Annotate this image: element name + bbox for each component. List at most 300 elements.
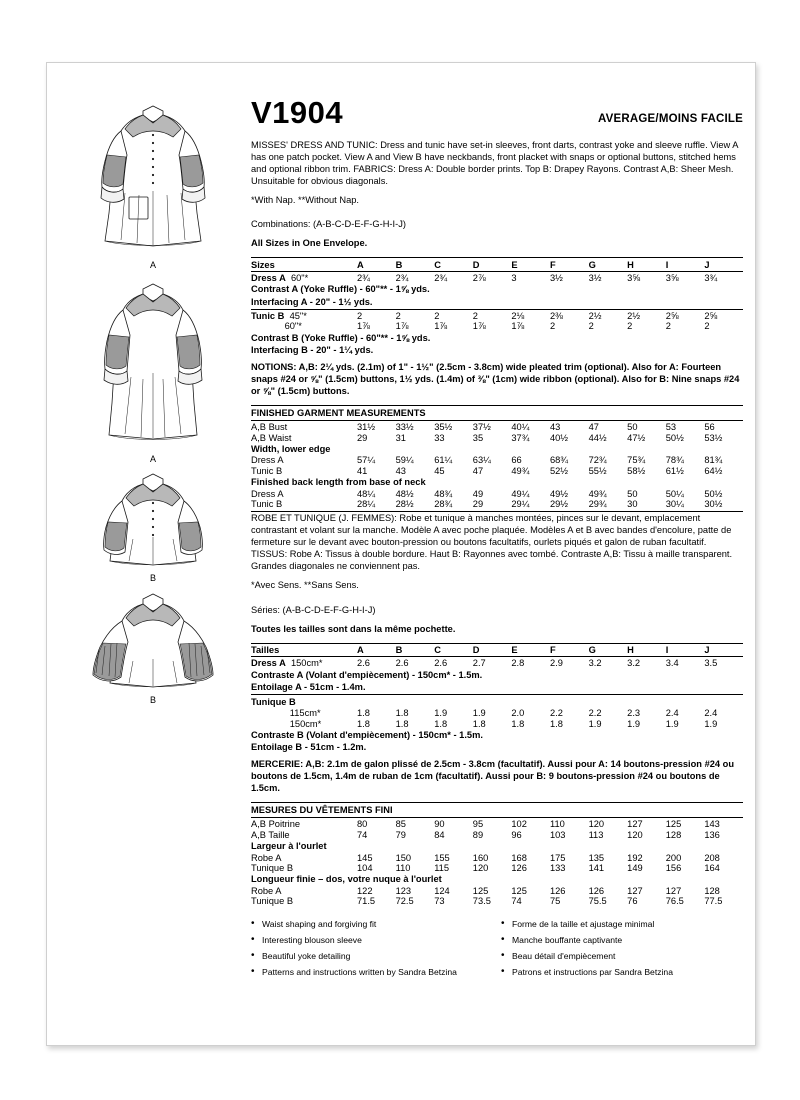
cell: 52½ bbox=[549, 465, 569, 476]
cell: 2.0 bbox=[511, 708, 525, 719]
size-b: B bbox=[395, 259, 403, 270]
cell: 43 bbox=[549, 421, 561, 432]
cell: 47 bbox=[472, 465, 484, 476]
row-width: 115cm* bbox=[289, 708, 321, 719]
cell: 2 bbox=[588, 321, 594, 332]
cell: 125 bbox=[472, 885, 489, 896]
feature-notes bbox=[251, 919, 743, 984]
list-item: • Beau détail d'empiècement bbox=[501, 951, 743, 962]
cell: 31½ bbox=[357, 421, 376, 432]
list-item: • Manche bouffante captivante bbox=[501, 935, 743, 946]
english-fgm-width-table bbox=[251, 455, 743, 476]
french-tunique-title: Tunique B bbox=[251, 696, 296, 707]
cell: 53½ bbox=[704, 432, 723, 443]
french-yardage-dress-a bbox=[251, 658, 743, 669]
table-row bbox=[251, 819, 743, 830]
cell: 2.2 bbox=[549, 708, 563, 719]
header bbox=[251, 97, 743, 128]
tailles-header-label: Tailles bbox=[251, 644, 280, 655]
french-notions: MERCERIE: A,B: 2.1m de galon plissé de 2.5cm - 3.8cm (facultatif). Aussi pour A: 14 boutons-pression #24 ou boutons de 1.5cm, 1.4m de ruban de 1cm (facultatif). Aussi pour B: 9 boutons-pression #24 ou boutons de 1.5cm. bbox=[251, 759, 735, 794]
cell: 63¼ bbox=[472, 455, 491, 466]
cell: 155 bbox=[434, 852, 450, 863]
cell: 47 bbox=[588, 421, 599, 432]
cell: 115 bbox=[434, 863, 450, 874]
size-j: J bbox=[704, 644, 710, 655]
cell: 3 bbox=[511, 273, 517, 284]
cell: 133 bbox=[549, 863, 566, 874]
cell: 74 bbox=[357, 829, 368, 840]
row-width: 60"* bbox=[290, 273, 309, 284]
french-fgm-backlength-table bbox=[251, 886, 743, 907]
row-label: A,B Waist bbox=[251, 432, 292, 443]
cell: 80 bbox=[357, 819, 368, 830]
cell: 79 bbox=[395, 829, 406, 840]
size-b: B bbox=[395, 644, 403, 655]
cell: 1.9 bbox=[588, 718, 602, 729]
cell: 2 bbox=[357, 310, 363, 321]
illustration-label: A bbox=[149, 454, 157, 464]
cell: 124 bbox=[434, 885, 450, 896]
cell: 31 bbox=[395, 432, 406, 443]
cell: 120 bbox=[472, 863, 489, 874]
cell: 68¾ bbox=[549, 455, 569, 466]
cell: 126 bbox=[511, 863, 527, 874]
french-description: ROBE ET TUNIQUE (J. FEMMES): Robe et tunique à manches montées, pinces sur le devant, emplacement contrastant et volant sur la manche. Modèle A avec poche plaquée. Modèles A et B avec bandes d'encolure, patte de fermeture sur le devant avec bouton-pression ou boutons facultatifs, ourlets piqués et galon de ruban facultatif. TISSUS: Robe A: Tissus à double bordure. Haut B: Rayonnes avec tombé. Contraste A,B: Tissu à maille transparent. Grandes diagonales ne conviennent pas. bbox=[251, 513, 733, 571]
cell: 3⅝ bbox=[627, 273, 641, 284]
row-label: Dress A bbox=[251, 273, 286, 284]
cell: 50½ bbox=[665, 432, 684, 443]
cell: 2 bbox=[627, 321, 633, 332]
cell: 33 bbox=[434, 432, 445, 443]
cell: 126 bbox=[549, 885, 566, 896]
row-width: 150cm* bbox=[289, 718, 322, 729]
row-label: Tunique B bbox=[251, 896, 294, 907]
cell: 2 bbox=[434, 310, 440, 321]
cell: 168 bbox=[511, 852, 527, 863]
cell: 50 bbox=[627, 488, 638, 499]
row-label: Robe A bbox=[251, 885, 282, 896]
illustration-label: B bbox=[149, 695, 157, 705]
cell: 49¾ bbox=[588, 488, 607, 499]
table-row bbox=[251, 886, 743, 897]
cell: 95 bbox=[472, 819, 484, 830]
english-yardage-dress-a bbox=[251, 273, 743, 284]
english-contrast-a: Contrast A (Yoke Ruffle) - 60"** - 1⅝ yds. bbox=[251, 284, 430, 295]
cell: 59¼ bbox=[395, 455, 414, 466]
cell: 2 bbox=[665, 321, 671, 332]
cell: 3.2 bbox=[627, 658, 641, 669]
sizes-header-label: Sizes bbox=[251, 259, 275, 270]
cell: 30¼ bbox=[665, 499, 684, 510]
illustration-column bbox=[55, 93, 251, 1045]
row-width: 45"* bbox=[289, 310, 307, 321]
cell: 29¾ bbox=[588, 499, 607, 510]
cell: 136 bbox=[704, 829, 720, 840]
page-title: V1904 bbox=[251, 95, 344, 130]
cell: 1⅞ bbox=[434, 321, 448, 332]
cell: 2 bbox=[395, 310, 401, 321]
cell: 64½ bbox=[704, 465, 723, 476]
cell: 85 bbox=[395, 819, 406, 830]
cell: 125 bbox=[665, 819, 682, 830]
size-a: A bbox=[357, 644, 364, 655]
cell: 156 bbox=[665, 863, 682, 874]
cell: 96 bbox=[511, 829, 522, 840]
size-i: I bbox=[665, 259, 669, 270]
cell: 1.8 bbox=[434, 718, 448, 729]
cell: 29½ bbox=[549, 499, 569, 510]
french-series: Séries: (A-B-C-D-E-F-G-H-I-J) bbox=[251, 604, 376, 615]
cell: 49 bbox=[472, 488, 484, 499]
text-column bbox=[251, 97, 743, 984]
pattern-envelope-back bbox=[46, 62, 756, 1046]
cell: 2.3 bbox=[627, 708, 641, 719]
cell: 35½ bbox=[434, 421, 453, 432]
row-label: Tunic B bbox=[251, 499, 283, 510]
cell: 58½ bbox=[627, 465, 646, 476]
illustration-label: A bbox=[149, 260, 157, 270]
table-row bbox=[251, 658, 743, 669]
table-row bbox=[251, 708, 743, 719]
english-width-lower-edge: Width, lower edge bbox=[251, 443, 331, 454]
cell: 57¼ bbox=[357, 455, 376, 466]
cell: 2⅜ bbox=[549, 310, 563, 321]
cell: 37½ bbox=[472, 421, 491, 432]
cell: 2.9 bbox=[549, 658, 563, 669]
cell: 48½ bbox=[395, 488, 414, 499]
cell: 77.5 bbox=[704, 896, 723, 907]
illustration-dress-a-front bbox=[55, 93, 251, 271]
cell: 160 bbox=[472, 852, 489, 863]
cell: 35 bbox=[472, 432, 484, 443]
cell: 208 bbox=[704, 852, 720, 863]
cell: 3½ bbox=[588, 273, 602, 284]
cell: 30½ bbox=[704, 499, 723, 510]
french-nap-note: *Avec Sens. **Sans Sens. bbox=[251, 579, 359, 590]
cell: 50½ bbox=[704, 488, 723, 499]
cell: 61½ bbox=[665, 465, 684, 476]
cell: 55½ bbox=[588, 465, 607, 476]
cell: 1⅞ bbox=[395, 321, 409, 332]
cell: 2.4 bbox=[704, 708, 718, 719]
size-a: A bbox=[357, 259, 364, 270]
english-all-sizes: All Sizes in One Envelope. bbox=[251, 238, 368, 249]
english-fgm-title: FINISHED GARMENT MEASUREMENTS bbox=[251, 407, 426, 418]
cell: 2.6 bbox=[395, 658, 409, 669]
cell: 50¼ bbox=[665, 488, 684, 499]
french-entoilage-b: Entoilage B - 51cm - 1.2m. bbox=[251, 742, 367, 753]
row-label: Tunique B bbox=[251, 863, 294, 874]
cell: 43 bbox=[395, 465, 406, 476]
english-interfacing-b: Interfacing B - 20" - 1¼ yds. bbox=[251, 344, 374, 355]
cell: 76.5 bbox=[665, 896, 684, 907]
french-fgm-title: MESURES DU VÊTEMENTS FINI bbox=[251, 804, 393, 815]
size-g: G bbox=[588, 259, 596, 270]
size-f: F bbox=[549, 259, 556, 270]
cell: 2½ bbox=[627, 310, 641, 321]
french-contraste-b: Contraste B (Volant d'empiècement) - 150cm* - 1.5m. bbox=[251, 730, 483, 741]
cell: 127 bbox=[665, 885, 682, 896]
size-h: H bbox=[627, 644, 634, 655]
cell: 1.8 bbox=[549, 718, 563, 729]
cell: 110 bbox=[549, 819, 565, 830]
cell: 1.8 bbox=[357, 708, 370, 719]
illustration-dress-a-back bbox=[55, 273, 251, 465]
cell: 1.8 bbox=[395, 708, 409, 719]
table-header-row bbox=[251, 259, 743, 270]
cell: 75¾ bbox=[627, 455, 646, 466]
cell: 1.9 bbox=[627, 718, 641, 729]
cell: 3.4 bbox=[665, 658, 679, 669]
table-row bbox=[251, 852, 743, 863]
cell: 72.5 bbox=[395, 896, 414, 907]
cell: 49¼ bbox=[511, 488, 530, 499]
cell: 110 bbox=[395, 863, 411, 874]
french-yardage-tunique-b bbox=[251, 708, 743, 729]
cell: 2.2 bbox=[588, 708, 602, 719]
cell: 2¾ bbox=[434, 273, 448, 284]
cell: 3⅝ bbox=[665, 273, 679, 284]
english-fgm-backlength-table bbox=[251, 488, 743, 509]
cell: 2⅝ bbox=[665, 310, 679, 321]
list-item: • Waist shaping and forgiving fit bbox=[251, 919, 493, 930]
row-label: Tunic B bbox=[251, 310, 285, 321]
cell: 2¾ bbox=[357, 273, 370, 284]
size-f: F bbox=[549, 644, 556, 655]
cell: 141 bbox=[588, 863, 605, 874]
size-j: J bbox=[704, 259, 710, 270]
cell: 40¼ bbox=[511, 421, 530, 432]
size-h: H bbox=[627, 259, 634, 270]
cell: 50 bbox=[627, 421, 638, 432]
cell: 81¾ bbox=[704, 455, 723, 466]
illustration-label: B bbox=[149, 573, 157, 583]
size-c: C bbox=[434, 644, 441, 655]
cell: 1.9 bbox=[434, 708, 448, 719]
cell: 44½ bbox=[588, 432, 607, 443]
cell: 74 bbox=[511, 896, 522, 907]
cell: 56 bbox=[704, 421, 715, 432]
cell: 104 bbox=[357, 863, 373, 874]
table-row bbox=[251, 432, 743, 443]
row-label: Dress A bbox=[251, 455, 284, 466]
row-label: Dress A bbox=[251, 488, 284, 499]
cell: 1.8 bbox=[357, 718, 370, 729]
size-g: G bbox=[588, 644, 596, 655]
row-width: 150cm* bbox=[290, 658, 323, 669]
cell: 2.4 bbox=[665, 708, 679, 719]
cell: 122 bbox=[357, 885, 373, 896]
cell: 40½ bbox=[549, 432, 569, 443]
cell: 47½ bbox=[627, 432, 646, 443]
cell: 3.2 bbox=[588, 658, 602, 669]
cell: 2⅞ bbox=[472, 273, 486, 284]
english-notions: NOTIONS: A,B: 2¼ yds. (2.1m) of 1" - 1½" (2.5cm - 3.8cm) wide pleated trim (optional). Also for A: Fourteen snaps #24 or ⅝" (1.5cm) buttons, 1½ yds. (1.4m) of ⅜" (1cm) wide ribbon (optional). Also for B: Nine snaps #24 or ⅝" (1.5cm) buttons. bbox=[251, 361, 740, 396]
cell: 1.9 bbox=[472, 708, 486, 719]
cell: 164 bbox=[704, 863, 720, 874]
cell: 1⅞ bbox=[357, 321, 370, 332]
cell: 84 bbox=[434, 829, 445, 840]
list-item: • Patrons et instructions par Sandra Betzina bbox=[501, 967, 743, 978]
cell: 48¾ bbox=[434, 488, 453, 499]
english-yardage-tunic-b bbox=[251, 311, 743, 332]
cell: 127 bbox=[627, 885, 643, 896]
cell: 145 bbox=[357, 852, 373, 863]
size-i: I bbox=[665, 644, 669, 655]
cell: 3.5 bbox=[704, 658, 718, 669]
cell: 3¾ bbox=[704, 273, 718, 284]
row-label: A,B Taille bbox=[251, 829, 290, 840]
list-item: • Forme de la taille et ajustage minimal bbox=[501, 919, 743, 930]
table-row bbox=[251, 321, 743, 332]
cell: 127 bbox=[627, 819, 643, 830]
cell: 71.5 bbox=[357, 896, 376, 907]
size-e: E bbox=[511, 259, 518, 270]
cell: 102 bbox=[511, 819, 527, 830]
cell: 200 bbox=[665, 852, 682, 863]
cell: 2⅝ bbox=[704, 310, 718, 321]
cell: 72¾ bbox=[588, 455, 607, 466]
cell: 1.9 bbox=[665, 718, 679, 729]
row-label: Tunic B bbox=[251, 465, 283, 476]
table-row bbox=[251, 499, 743, 510]
cell: 125 bbox=[511, 885, 527, 896]
cell: 33½ bbox=[395, 421, 414, 432]
cell: 73.5 bbox=[472, 896, 491, 907]
french-longueur-finie-title: Longueur finie – dos, votre nuque à l'ourlet bbox=[251, 874, 442, 885]
english-nap-note: *With Nap. **Without Nap. bbox=[251, 194, 359, 205]
table-row bbox=[251, 466, 743, 477]
cell: 150 bbox=[395, 852, 412, 863]
cell: 120 bbox=[588, 819, 605, 830]
cell: 1⅞ bbox=[511, 321, 525, 332]
table-row bbox=[251, 863, 743, 874]
cell: 128 bbox=[665, 829, 682, 840]
cell: 76 bbox=[627, 896, 638, 907]
cell: 113 bbox=[588, 829, 604, 840]
cell: 45 bbox=[434, 465, 445, 476]
cell: 29¼ bbox=[511, 499, 530, 510]
table-row bbox=[251, 455, 743, 466]
size-e: E bbox=[511, 644, 518, 655]
table-row bbox=[251, 830, 743, 841]
feature-notes-english bbox=[251, 919, 493, 984]
cell: 2¾ bbox=[395, 273, 409, 284]
row-label: A,B Bust bbox=[251, 421, 288, 432]
list-item: • Beautiful yoke detailing bbox=[251, 951, 493, 962]
table-row bbox=[251, 311, 743, 322]
cell: 90 bbox=[434, 819, 445, 830]
cell: 2 bbox=[472, 310, 478, 321]
cell: 2.7 bbox=[472, 658, 486, 669]
table-row bbox=[251, 896, 743, 907]
cell: 2.6 bbox=[357, 658, 370, 669]
cell: 3½ bbox=[549, 273, 563, 284]
english-back-length-title: Finished back length from base of neck bbox=[251, 477, 426, 488]
size-d: D bbox=[472, 644, 480, 655]
cell: 128 bbox=[704, 885, 720, 896]
cell: 29 bbox=[357, 432, 368, 443]
cell: 123 bbox=[395, 885, 412, 896]
french-fgm-width-table bbox=[251, 852, 743, 873]
english-combinations: Combinations: (A-B-C-D-E-F-G-H-I-J) bbox=[251, 219, 406, 230]
row-label: Dress A bbox=[251, 658, 286, 669]
cell: 28½ bbox=[395, 499, 414, 510]
cell: 149 bbox=[627, 863, 643, 874]
cell: 37¾ bbox=[511, 432, 530, 443]
size-c: C bbox=[434, 259, 441, 270]
french-contraste-a: Contraste A (Volant d'empiècement) - 150cm* - 1.5m. bbox=[251, 669, 483, 680]
english-sizes-table bbox=[251, 259, 743, 270]
cell: 49½ bbox=[549, 488, 569, 499]
cell: 1⅞ bbox=[472, 321, 486, 332]
list-item: • Interesting blouson sleeve bbox=[251, 935, 493, 946]
cell: 48¼ bbox=[357, 488, 376, 499]
cell: 28¼ bbox=[357, 499, 376, 510]
size-d: D bbox=[472, 259, 480, 270]
french-fgm-table bbox=[251, 819, 743, 840]
row-width: 60"* bbox=[284, 321, 302, 332]
cell: 61¼ bbox=[434, 455, 453, 466]
feature-notes-french bbox=[501, 919, 743, 984]
cell: 103 bbox=[549, 829, 566, 840]
english-contrast-b: Contrast B (Yoke Ruffle) - 60"** - 1⅝ yds. bbox=[251, 332, 431, 343]
cell: 28¾ bbox=[434, 499, 453, 510]
cell: 73 bbox=[434, 896, 445, 907]
cell: 78¾ bbox=[665, 455, 684, 466]
cell: 1.8 bbox=[395, 718, 409, 729]
cell: 1.8 bbox=[472, 718, 486, 729]
table-row bbox=[251, 422, 743, 433]
list-item: • Patterns and instructions written by Sandra Betzina bbox=[251, 967, 493, 978]
row-label: A,B Poitrine bbox=[251, 819, 301, 830]
table-header-row bbox=[251, 645, 743, 656]
cell: 143 bbox=[704, 819, 720, 830]
cell: 41 bbox=[357, 465, 368, 476]
cell: 89 bbox=[472, 829, 484, 840]
cell: 175 bbox=[549, 852, 566, 863]
cell: 120 bbox=[627, 829, 643, 840]
cell: 1.9 bbox=[704, 718, 718, 729]
difficulty-label: AVERAGE/MOINS FACILE bbox=[598, 113, 743, 125]
cell: 2⅛ bbox=[511, 310, 525, 321]
cell: 192 bbox=[627, 852, 643, 863]
table-row bbox=[251, 488, 743, 499]
cell: 135 bbox=[588, 852, 605, 863]
french-entoilage-a: Entoilage A - 51cm - 1.4m. bbox=[251, 681, 366, 692]
cell: 1.8 bbox=[511, 718, 525, 729]
row-label: Robe A bbox=[251, 852, 282, 863]
english-interfacing-a: Interfacing A - 20" - 1½ yds. bbox=[251, 296, 373, 307]
cell: 66 bbox=[511, 455, 522, 466]
cell: 75.5 bbox=[588, 896, 607, 907]
cell: 75 bbox=[549, 896, 561, 907]
cell: 2.8 bbox=[511, 658, 525, 669]
english-fgm-table bbox=[251, 422, 743, 443]
cell: 2½ bbox=[588, 310, 602, 321]
cell: 2 bbox=[704, 321, 710, 332]
cell: 29 bbox=[472, 499, 484, 510]
table-row bbox=[251, 273, 743, 284]
french-sizes-table bbox=[251, 645, 743, 656]
french-largeur-ourlet: Largeur à l'ourlet bbox=[251, 841, 327, 852]
cell: 2 bbox=[549, 321, 556, 332]
cell: 30 bbox=[627, 499, 638, 510]
cell: 53 bbox=[665, 421, 677, 432]
cell: 49¾ bbox=[511, 465, 530, 476]
cell: 2.6 bbox=[434, 658, 448, 669]
english-description: MISSES' DRESS AND TUNIC: Dress and tunic have set-in sleeves, front darts, contrast yoke and sleeve ruffle. View A has one patch pocket. View A and View B have neckbands, front placket with snaps or optional buttons, stitched hems and optional ribbon trim. FABRICS: Dress A: Double border prints. Top B: Drapey Rayons. Contrast A,B: Sheer Mesh. Unsuitable for obvious diagonals. bbox=[251, 140, 738, 186]
